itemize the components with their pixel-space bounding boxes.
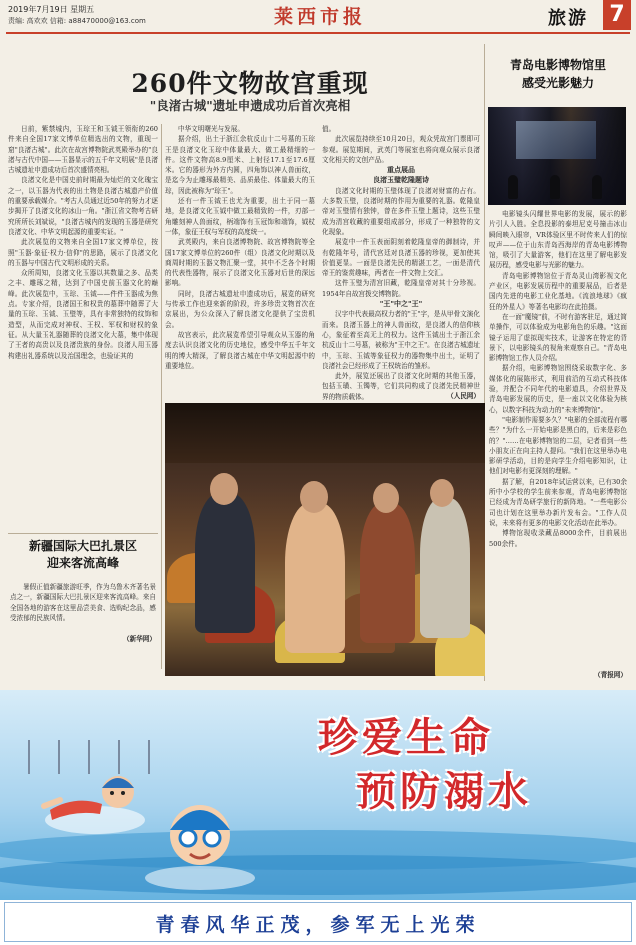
section-name: 旅游: [548, 8, 588, 29]
main-article-col3: [322, 124, 480, 401]
tourist-figure: [360, 503, 415, 643]
cinema-museum-photo: [488, 107, 626, 205]
paragraph: 还有一件玉钺王也尤为重要，出土于同一墓地，是良渚文化玉钺中做工最精致的一件，刃部一角雕刻神人兽面纹，柄端饰有玉冠饰和端饰，钺杖一体，象征王权与军权的高度统一。: [165, 197, 315, 236]
paragraph: 据介绍，电影博物馆围绕采取数字化、多媒体化的展陈形式，利用前沿的互动式科技体验，并配合不同年代的电影道具，介绍世界及青岛电影发展的历史，是一座以文化体验为核心，以数字科技为动力的"未来博物馆"。: [489, 364, 627, 414]
paragraph: 这件玉璧为清宫旧藏，乾隆皇帝对其十分珍视。1954年自故宫拨交博物院。: [322, 279, 480, 298]
recruitment-slogan: 青春风华正茂，参军无上光荣: [155, 914, 481, 936]
xinjiang-title-line1: 新疆国际大巴扎景区: [28, 539, 137, 553]
paragraph: 武英殿内，来自良渚博物院、故宫博物院等全国17家文博单位的260件（组）良渚文化时期以及商周时期的玉器文物汇聚一堂，其中不乏各个时期的代表性器物，展示了良渚文化玉器对后世的深远影响。: [165, 238, 315, 288]
side-title-line2: 感受光影魅力: [521, 76, 594, 90]
column-divider: [161, 124, 162, 669]
tourist-head: [210, 473, 238, 505]
main-article-source-wrap: [322, 391, 480, 402]
water-wave: [0, 855, 636, 895]
paragraph: 电影镜头闪耀世界电影的发展，展示的影片引人入胜。全息投影的泰坦尼克号撞击冰山瞬间映入眼帘，VR体验区里不时传来人们的惊叹声——位于山东青岛西海岸的青岛电影博物馆，吸引了大量游客，他们在这里了解电影发展历程，感受电影与光影的魅力。: [489, 210, 627, 270]
banner-line2: 预防溺水: [356, 768, 532, 815]
page-number: 7: [603, 0, 631, 30]
editor-info: 责编: 高欢欢 信箱: a88470000@163.com: [8, 17, 146, 25]
tourist-figure: [285, 503, 345, 653]
masthead: [0, 0, 636, 38]
tourist-head: [373, 483, 399, 513]
paragraph: 在一面"魔镜"前，不时有游客驻足，通过简单操作，可以体验成为电影角色的乐趣。"这面镜子运用了虚拟现实技术，让游客在特定的背景下，以电影镜头的视角来观察自己。"青岛电影博物馆工作人员介绍。: [489, 312, 627, 363]
paragraph: 展览中一件玉表面阴刻着乾隆皇帝的御制诗，并有乾隆年号，清代宫廷对良渚玉器的珍视，更加使其价值更显。一面是良渚先民的精湛工艺，一面是清代帝王的鉴赏趣味，两者在一件文物上交汇。: [322, 238, 480, 278]
paragraph: 中华文明曙光与发展。: [178, 125, 244, 133]
paragraph: 良渚文化时期的玉璧体现了良渚对财富的占有。大多数玉璧，良渚时期的作用为重要的礼器。乾隆皇帝对玉璧情有独钟，曾在多件玉璧上题诗，这些玉璧成为清宫收藏的重要组成部分，形成了一种独特的文化现象。: [322, 186, 480, 236]
drowning-prevention-banner: [0, 690, 636, 900]
paragraph: 值。: [322, 125, 336, 133]
subhead: 良渚玉璧乾隆题诗: [373, 176, 429, 185]
paragraph: 暑假正值新疆旅游旺季，作为乌鲁木齐著名景点之一，新疆国际大巴扎景区迎来客流高峰。来自全国各地的游客在这里品尝美食、选购纪念品，感受浓郁的民族风情。: [10, 583, 156, 622]
side-article-source-wrap: [489, 670, 627, 681]
paragraph: 据介绍，出土于浙江余杭反山十二号墓的玉琮王是良渚文化玉琮中体量最大、做工最精细的一件。这件文物高8.9厘米、上射径17.1至17.6厘米。它的器形为外方内圆，四角饰以神人兽面纹，是迄今为止雕琢最精美、品质最佳、体量最大的玉琮，因此被称为"琮王"。: [165, 135, 315, 195]
swimmer-child-icon: [40, 760, 150, 840]
tourist-figure: [420, 498, 470, 638]
main-subheadline: "良渚古城"遗址申遗成功后首次亮相: [149, 98, 351, 113]
article-source: （新华网）: [123, 635, 156, 643]
paragraph: 良渚文化是中国史前时期最为灿烂的文化瑰宝之一，以玉器为代表的出土物是良渚古城遗产价值的重要承载媒介。"考古人员通过近50年的努力才逐步揭开了良渚文化的冰山一角。"浙江省文物考古研究所所长刘斌说，"良渚古城内的发现的玉器是研究良渚文化、中华文明起源的重要实证。": [8, 176, 158, 236]
paragraph: "电影制作需要多久？"电影的全部流程有哪些？"为什么一开始电影是黑白的，后来是彩色的？"……在电影博物馆的二层，记者看到一些小朋友正在向主持人提问。"我们在这里举办电影研学活动，目的是向学生介绍电影知识，让他们对电影有更深刻的理解。": [489, 415, 627, 476]
paragraph: 博物馆现收录藏品8000余件，目前展出500余件。: [489, 529, 627, 548]
xinjiang-title-line2: 迎来客流高峰: [46, 556, 119, 570]
paragraph: 日前，紫禁城内，玉琮王和玉钺王领衔的260件来自全国17家文博单位精选出的文物，重现一窟"良渚古城"。此次在故宫博物院武英殿举办的"良渚与古代中国——玉器显示的五千年文明展"是良渚古城遗址申遗成功后首次盛情亮相。: [8, 125, 158, 175]
article-source: （人民网）: [447, 392, 480, 400]
main-article-col2: [165, 124, 315, 401]
xinjiang-source-wrap: [10, 634, 156, 645]
side-title-line1: 青岛电影博物馆里: [509, 58, 606, 72]
shelf-shadow: [165, 403, 485, 463]
paragraph: 青岛电影博物馆位于青岛灵山湾影视文化产业区，电影发展历程中的重要展品，后者是国内先进的电影工业化基地。《流浪地球》《疯狂的外星人》等著名电影均在此拍摄。: [489, 271, 627, 311]
side-article-title: [488, 56, 628, 92]
market-photo: [165, 403, 485, 676]
projection-screen: [516, 121, 596, 159]
section-divider: [8, 533, 158, 534]
newspaper-logo: 莱西市报: [273, 6, 366, 28]
paragraph: 此外，展览还展出了良渚文化时期的其他玉器，包括玉璜、玉镯等，它们共同构成了良渚先民精神世界的物质载体。: [322, 372, 480, 401]
header-divider: [6, 32, 630, 34]
paragraph: 据了解，自2018年试运营以来，已有30余所中小学校的学生前来参观，青岛电影博物馆已经成为青岛研学旅行的新阵地。"一些电影公司也计划在这里举办新片发布会。"工作人员说，未来将有更多的电影文化活动在此举办。: [489, 477, 627, 527]
paragraph: 此次展览持续至10月20日，观众凭故宫门票即可参观。展览期间，武英门等展室也将向观众展示良渚文化相关的文创产品。: [322, 135, 480, 164]
subhead: "王"中之"王": [379, 300, 423, 309]
issue-date: 2019年7月19日 星期五: [8, 5, 95, 14]
paragraph: 此次展览的文物来自全国17家文博单位，按照"玉器·象征·权力·信仰"的思路，展示了良渚文化的玉器与中国古代文明形成的关系。: [8, 238, 158, 267]
tourist-head: [300, 481, 328, 513]
banner-line1: 珍爱生命: [318, 714, 494, 761]
main-article-col1: [8, 124, 158, 531]
subhead: 重点展品: [387, 166, 415, 175]
footer-slogan-bar: [0, 900, 636, 945]
tourist-figure: [195, 493, 255, 633]
visitor-silhouette: [550, 175, 560, 199]
article-source: （青报网）: [594, 671, 627, 679]
swimmer-boy-icon: [140, 790, 260, 890]
xinjiang-body: [10, 582, 156, 664]
main-headline: 260件文物故宫重现: [131, 69, 369, 98]
xinjiang-title: [8, 538, 158, 572]
paragraph: 汉字中代表最高权力者的"王"字，是从甲骨文演化而来。良渚玉器上的神人兽面纹，是良渚人的信仰核心，象征着至高无上的权力。这件玉钺出土于浙江余杭反山十二号墓，被称为"王中之王"。在良渚古城遗址中，玉琮、玉钺等象征权力的器物集中出土，证明了良渚社会已经形成了王权统治的雏形。: [322, 310, 480, 370]
paragraph: 众所周知，良渚文化玉器以其数量之多、品类之丰、雕琢之精，达到了中国史前玉器文化的巅峰。此次展览中，玉琮、玉钺——件件玉器成为焦点。专家介绍，良渚国王和权贵的墓葬中随葬了大量的玉琮、玉钺、玉璧等，具有非常独特的纹饰和造型，从而完成对神权、王权、军权和财权的象征。从大量玉礼器随葬的良渚文化大墓，集中体现了王者的高贵以及良渚贵族的身份。良渚人用玉器构建出礼器系统以及治国理念，也验证其的: [8, 269, 158, 360]
visitor-silhouette: [508, 175, 518, 199]
visitor-silhouette: [592, 175, 602, 199]
paragraph: 同时，良渚古城遗址申遗成功后，展览的研究与传承工作也迎来新的阶段，许多珍贵文物首次在京展出，为公众深入了解良渚文化提供了宝贵机会。: [165, 289, 315, 329]
side-article-body: [489, 209, 627, 679]
tourist-head: [430, 479, 454, 507]
paragraph: 故宫表示，此次展览希望引导观众从玉器的角度去认识良渚文化的历史地位，感受中华五千年文明的博大精深，了解良渚古城在中华文明起源中的重要地位。: [165, 330, 315, 370]
